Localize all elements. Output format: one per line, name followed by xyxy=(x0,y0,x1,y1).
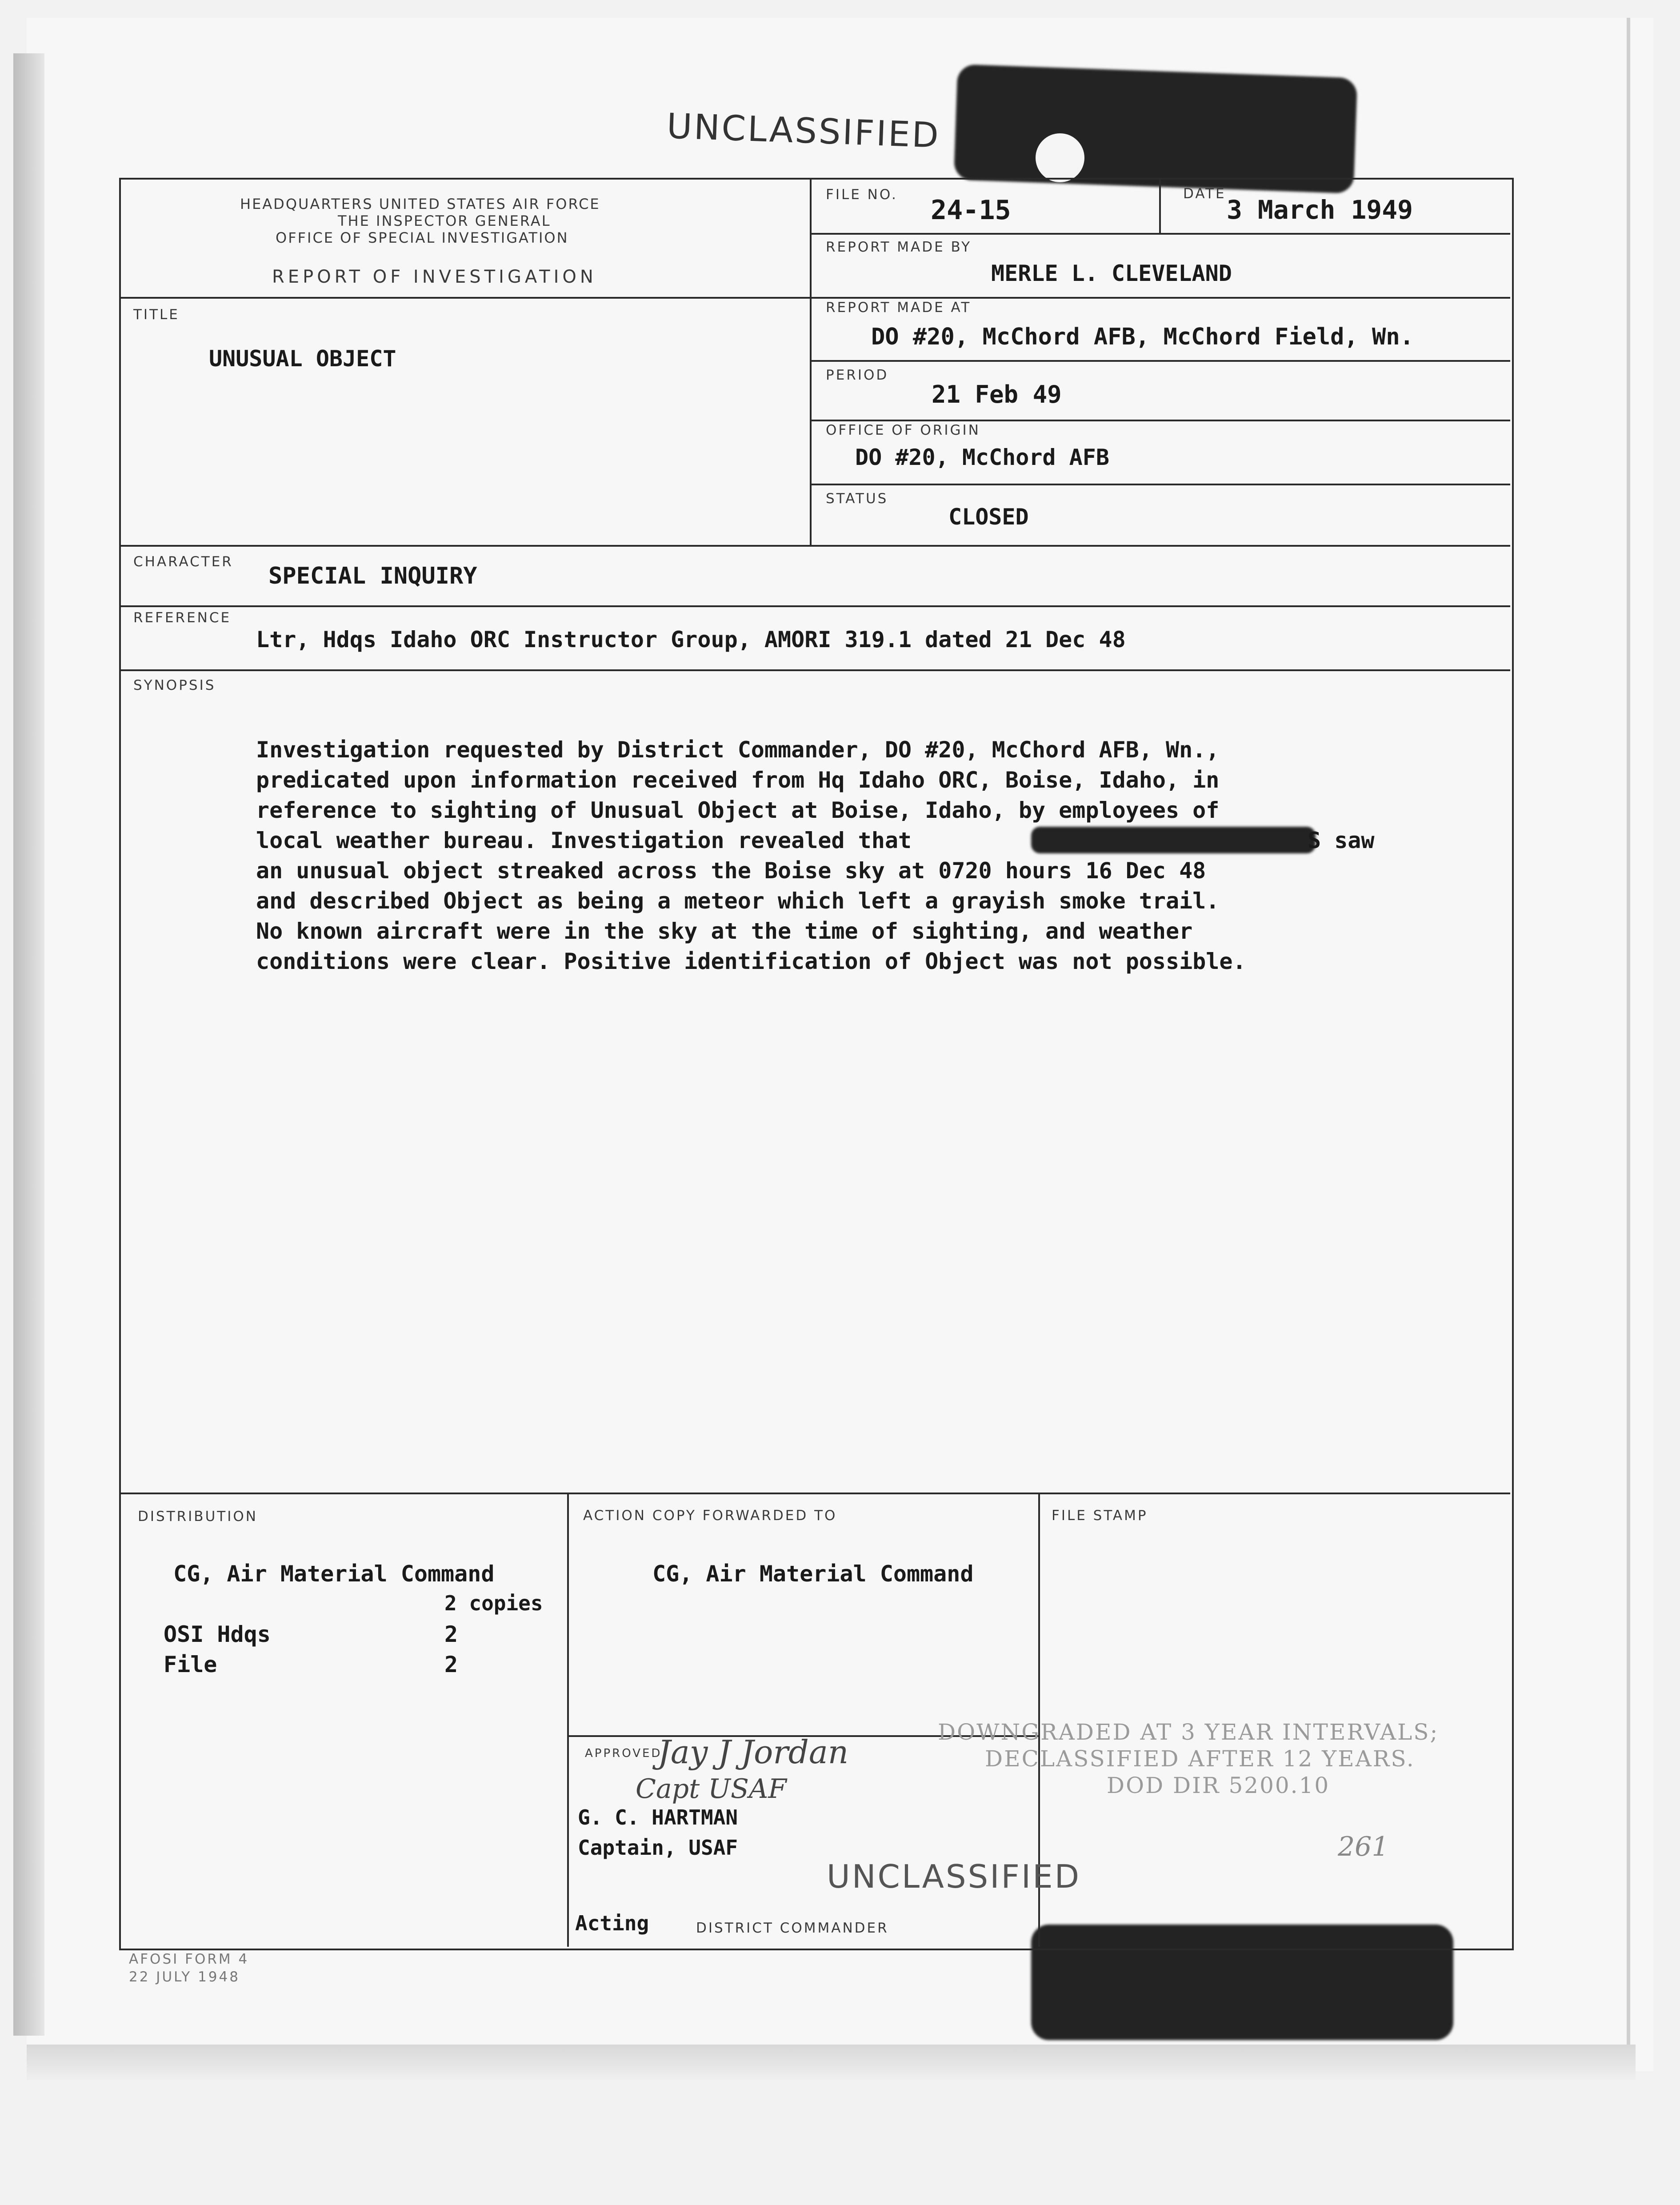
character-value: SPECIAL INQUIRY xyxy=(268,563,477,589)
scan-bottom-shadow xyxy=(27,2045,1636,2080)
header-bottom-left xyxy=(119,297,810,299)
downgrade-line-1: DOWNGRADED AT 3 YEAR INTERVALS; xyxy=(938,1719,1439,1745)
action-copy-recipient: CG, Air Material Command xyxy=(652,1561,974,1587)
downgrade-line-2: DECLASSIFIED AFTER 12 YEARS. xyxy=(985,1746,1415,1772)
classification-stamp-top: UNCLASSIFIED xyxy=(666,106,941,156)
synopsis-line-2: predicated upon information received from Hq Idaho ORC, Boise, Idaho, in xyxy=(256,767,1220,793)
right-row-line-1 xyxy=(810,233,1510,235)
right-row-line-3 xyxy=(810,360,1510,362)
synopsis-line-3: reference to sighting of Unusual Object at Boise, Idaho, by employees of xyxy=(256,797,1220,823)
redaction-synopsis-name xyxy=(1031,827,1316,853)
classification-stamp-bottom: UNCLASSIFIED xyxy=(827,1858,1081,1895)
synopsis-line-5: an unusual object streaked across the Boise sky at 0720 hours 16 Dec 48 xyxy=(256,858,1206,884)
synopsis-line-7: No known aircraft were in the sky at the time of sighting, and weather xyxy=(256,918,1193,944)
signature-acting: Acting xyxy=(575,1911,649,1935)
synopsis-line-4-start: local weather bureau. Investigation revealed that xyxy=(256,828,912,853)
title-label: TITLE xyxy=(133,307,180,323)
distribution-divider-1 xyxy=(567,1493,569,1947)
right-row-line-4 xyxy=(810,420,1510,421)
file-no-label: FILE NO. xyxy=(826,187,898,203)
date-value: 3 March 1949 xyxy=(1227,195,1413,225)
district-commander-label: DISTRICT COMMANDER xyxy=(696,1920,889,1936)
distribution-row-1-name: CG, Air Material Command xyxy=(173,1561,495,1587)
redaction-top xyxy=(954,64,1358,193)
period-value: 21 Feb 49 xyxy=(932,380,1062,408)
hq-line-3: OFFICE OF SPECIAL INVESTIGATION xyxy=(276,229,569,246)
form-frame xyxy=(119,178,1514,1950)
status-value: CLOSED xyxy=(948,504,1029,530)
hq-line-2: THE INSPECTOR GENERAL xyxy=(338,212,551,229)
scan-right-edge xyxy=(1627,18,1630,2062)
scan-edge-shadow xyxy=(13,53,44,2036)
right-row-line-5 xyxy=(810,484,1510,485)
downgrade-line-3: DOD DIR 5200.10 xyxy=(1107,1773,1330,1798)
synopsis-line-1: Investigation requested by District Commander, DO #20, McChord AFB, Wn., xyxy=(256,737,1220,763)
title-value: UNUSUAL OBJECT xyxy=(209,346,396,372)
file-no-value: 24-15 xyxy=(931,195,1011,226)
period-label: PERIOD xyxy=(826,367,889,383)
synopsis-label: SYNOPSIS xyxy=(133,677,216,693)
office-of-origin-value: DO #20, McChord AFB xyxy=(855,444,1109,470)
hq-line-1: HEADQUARTERS UNITED STATES AIR FORCE xyxy=(240,196,600,212)
action-copy-label: ACTION COPY FORWARDED TO xyxy=(583,1508,837,1524)
distribution-row-2-name: OSI Hdqs xyxy=(164,1621,271,1647)
date-label: DATE xyxy=(1183,186,1226,202)
character-top-line xyxy=(119,545,1510,547)
approved-label: APPROVED xyxy=(585,1747,662,1760)
office-of-origin-label: OFFICE OF ORIGIN xyxy=(826,422,980,438)
character-label: CHARACTER xyxy=(133,554,233,570)
report-made-at-value: DO #20, McChord AFB, McChord Field, Wn. xyxy=(871,324,1414,350)
distribution-row-3-count: 2 xyxy=(444,1652,458,1677)
synopsis-line-6: and described Object as being a meteor which left a grayish smoke trail. xyxy=(256,888,1220,914)
report-made-by-value: MERLE L. CLEVELAND xyxy=(991,260,1232,286)
distribution-label: DISTRIBUTION xyxy=(138,1509,258,1525)
distribution-row-3-name: File xyxy=(164,1652,217,1677)
synopsis-top-line xyxy=(119,669,1510,671)
page-number: 261 xyxy=(1338,1831,1389,1862)
form-date: 22 JULY 1948 xyxy=(129,1969,240,1985)
distribution-top-line xyxy=(119,1493,1510,1494)
reference-top-line xyxy=(119,605,1510,607)
signature-rank: Captain, USAF xyxy=(578,1836,738,1860)
status-label: STATUS xyxy=(826,491,888,507)
punch-hole xyxy=(1036,133,1084,182)
reference-value: Ltr, Hdqs Idaho ORC Instructor Group, AMORI 319.1 dated 21 Dec 48 xyxy=(256,627,1126,652)
report-type-heading: REPORT OF INVESTIGATION xyxy=(272,267,597,287)
file-stamp-label: FILE STAMP xyxy=(1052,1508,1148,1524)
date-divider xyxy=(1159,178,1161,234)
distribution-row-1-count: 2 copies xyxy=(444,1591,543,1615)
form-number: AFOSI FORM 4 xyxy=(129,1951,249,1967)
handwritten-rank: Capt USAF xyxy=(636,1773,787,1805)
right-row-line-2 xyxy=(810,297,1510,299)
synopsis-line-4-end: S saw xyxy=(1308,828,1375,853)
reference-label: REFERENCE xyxy=(133,610,232,626)
report-made-at-label: REPORT MADE AT xyxy=(826,300,972,316)
synopsis-line-8: conditions were clear. Positive identification of Object was not possible. xyxy=(256,948,1246,974)
distribution-row-2-count: 2 xyxy=(444,1621,458,1647)
signature-name: G. C. HARTMAN xyxy=(578,1805,738,1829)
report-made-by-label: REPORT MADE BY xyxy=(826,239,972,255)
handwritten-signature: Jay J Jordan xyxy=(658,1733,849,1771)
